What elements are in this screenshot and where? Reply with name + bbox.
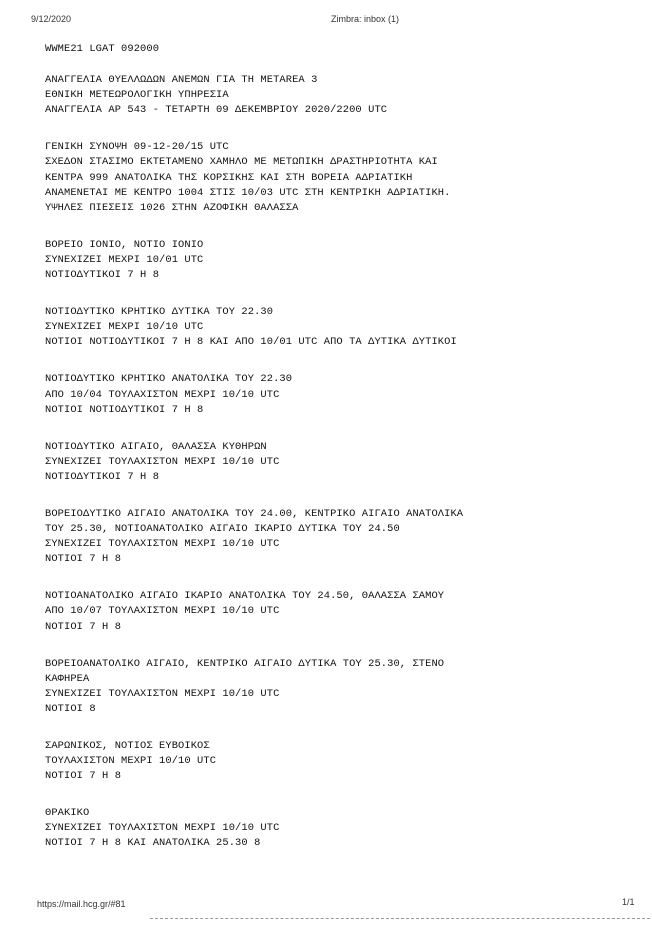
message-block xyxy=(45,440,625,485)
message-line: ΣΑΡΩΝΙΚΟΣ, ΝΟΤΙΟΣ ΕΥΒΟΙΚΟΣ xyxy=(45,740,210,752)
message-line: ΝΟΤΙΟΙ 7 Η 8 xyxy=(45,620,122,633)
message-line: ΝΟΤΙΟΔΥΤΙΚΟΙ 7 Η 8 xyxy=(45,269,160,282)
message-block xyxy=(45,305,625,350)
message-block xyxy=(45,806,625,851)
message-line: ΝΟΤΙΟΑΝΑΤΟΛΙΚΟ ΑΙΓΑΙΟ ΙΚΑΡΙΟ ΑΝΑΤΟΛΙΚΑ ΤΟΥ 24.50, ΘΑΛΑΣΣΑ ΣΑΜΟΥ xyxy=(45,590,445,603)
message-line: ΤΟΥΛΑΧΙΣΤΟΝ ΜΕΧΡΙ 10/10 UTC xyxy=(45,755,217,768)
message-block xyxy=(45,42,625,57)
message-block xyxy=(45,589,625,634)
page-number: 1/1 xyxy=(622,897,635,907)
message-line: ΝΟΤΙΟΔΥΤΙΚΟ ΚΡΗΤΙΚΟ ΔΥΤΙΚΑ ΤΟΥ 22.30 xyxy=(45,306,274,319)
message-block xyxy=(45,657,625,717)
message-block xyxy=(45,507,625,567)
message-line: ΝΟΤΙΟΔΥΤΙΚΟ ΑΙΓΑΙΟ, ΘΑΛΑΣΣΑ ΚΥΘΗΡΩΝ xyxy=(45,440,267,453)
message-line: ΣΥΝΕΧΙΖΕΙ ΜΕΧΡΙ 10/01 UTC xyxy=(45,253,204,266)
message-line: ΚΑΦΗΡΕΑ xyxy=(45,672,90,685)
message-block xyxy=(45,372,625,417)
message-block xyxy=(45,73,625,118)
print-url: https://mail.hcg.gr/#81 xyxy=(37,899,126,909)
message-line: ΒΟΡΕΙΟΔΥΤΙΚΟ ΑΙΓΑΙΟ ΑΝΑΤΟΛΙΚΑ ΤΟΥ 24.00, ΚΕΝΤΡΙΚΟ ΑΙΓΑΙΟ ΑΝΑΤΟΛΙΚΑ xyxy=(45,507,464,520)
message-block xyxy=(45,739,625,784)
message-line: ΝΟΤΙΟΙ 8 xyxy=(45,702,96,715)
message-line: ΤΟΥ 25.30, ΝΟΤΙΟΑΝΑΤΟΛΙΚΟ ΑΙΓΑΙΟ ΙΚΑΡΙΟ ΔΥΤΙΚΑ ΤΟΥ 24.50 xyxy=(45,523,400,536)
message-block xyxy=(45,238,625,283)
message-line: ΝΟΤΙΟΙ ΝΟΤΙΟΔΥΤΙΚΟΙ 7 Η 8 ΚΑΙ ΑΠΟ 10/01 UTC ΑΠΟ ΤΑ ΔΥΤΙΚΑ ΔΥΤΙΚΟΙ xyxy=(45,336,457,349)
message-line: WWME21 LGAT 092000 xyxy=(45,43,160,55)
warning-document-body xyxy=(45,42,625,874)
print-title: Zimbra: inbox (1) xyxy=(331,14,400,24)
message-line: ΣΥΝΕΧΙΖΕΙ ΜΕΧΡΙ 10/10 UTC xyxy=(45,321,204,334)
message-line: ΣΥΝΕΧΙΖΕΙ ΤΟΥΛΑΧΙΣΤΟΝ ΜΕΧΡΙ 10/10 UTC xyxy=(45,455,280,468)
message-line: ΝΟΤΙΟΔΥΤΙΚΟ ΚΡΗΤΙΚΟ ΑΝΑΤΟΛΙΚΑ ΤΟΥ 22.30 xyxy=(45,373,293,386)
message-line: ΑΠΟ 10/04 ΤΟΥΛΑΧΙΣΤΟΝ ΜΕΧΡΙ 10/10 UTC xyxy=(45,388,280,401)
message-line: ΝΟΤΙΟΙ ΝΟΤΙΟΔΥΤΙΚΟΙ 7 Η 8 xyxy=(45,403,204,416)
message-line: ΝΟΤΙΟΙ 7 Η 8 ΚΑΙ ΑΝΑΤΟΛΙΚΑ 25.30 8 xyxy=(45,837,261,850)
message-block xyxy=(45,140,625,215)
message-line: ΝΟΤΙΟΔΥΤΙΚΟΙ 7 Η 8 xyxy=(45,470,160,483)
scan-bottom-rule xyxy=(150,918,650,919)
message-line: ΚΕΝΤΡΑ 999 ΑΝΑΤΟΛΙΚΑ ΤΗΣ ΚΟΡΣΙΚΗΣ ΚΑΙ ΣΤΗ ΒΟΡΕΙΑ ΑΔΡΙΑΤΙΚΗ xyxy=(45,171,413,184)
print-date: 9/12/2020 xyxy=(31,14,72,24)
message-line: ΓΕΝΙΚΗ ΣΥΝΟΨΗ 09-12-20/15 UTC xyxy=(45,141,229,154)
message-line: ΣΥΝΕΧΙΖΕΙ ΤΟΥΛΑΧΙΣΤΟΝ ΜΕΧΡΙ 10/10 UTC xyxy=(45,822,280,835)
message-line: ΑΠΟ 10/07 ΤΟΥΛΑΧΙΣΤΟΝ ΜΕΧΡΙ 10/10 UTC xyxy=(45,605,280,618)
message-line: ΑΝΑΓΓΕΛΙΑ ΘΥΕΛΛΩΔΩΝ ΑΝΕΜΩΝ ΓΙΑ ΤΗ METAREA 3 xyxy=(45,74,318,87)
message-line: ΥΨΗΛΕΣ ΠΙΕΣΕΙΣ 1026 ΣΤΗΝ ΑΖΟΦΙΚΗ ΘΑΛΑΣΣΑ xyxy=(45,201,299,214)
message-line: ΑΝΑΓΓΕΛΙΑ ΑΡ 543 - ΤΕΤΑΡΤΗ 09 ΔΕΚΕΜΒΡΙΟΥ 2020/2200 UTC xyxy=(45,104,388,117)
message-line: ΒΟΡΕΙΟ ΙΟΝΙΟ, ΝΟΤΙΟ ΙΟΝΙΟ xyxy=(45,238,204,251)
message-line: ΝΟΤΙΟΙ 7 Η 8 xyxy=(45,553,122,566)
message-line: ΘΡΑΚΙΚΟ xyxy=(45,807,90,820)
message-line: ΣΥΝΕΧΙΖΕΙ ΤΟΥΛΑΧΙΣΤΟΝ ΜΕΧΡΙ 10/10 UTC xyxy=(45,538,280,551)
message-line: ΝΟΤΙΟΙ 7 Η 8 xyxy=(45,770,122,783)
message-line: ΣΧΕΔΟΝ ΣΤΑΣΙΜΟ ΕΚΤΕΤΑΜΕΝΟ ΧΑΜΗΛΟ ΜΕ ΜΕΤΩΠΙΚΗ ΔΡΑΣΤΗΡΙΟΤΗΤΑ ΚΑΙ xyxy=(45,156,438,169)
message-line: ΕΘΝΙΚΗ ΜΕΤΕΩΡΟΛΟΓΙΚΗ ΥΠΗΡΕΣΙΑ xyxy=(45,89,229,102)
message-line: ΑΝΑΜΕΝΕΤΑΙ ΜΕ ΚΕΝΤΡΟ 1004 ΣΤΙΣ 10/03 UTC ΣΤΗ ΚΕΝΤΡΙΚΗ ΑΔΡΙΑΤΙΚΗ. xyxy=(45,186,451,199)
message-line: ΒΟΡΕΙΟΑΝΑΤΟΛΙΚΟ ΑΙΓΑΙΟ, ΚΕΝΤΡΙΚΟ ΑΙΓΑΙΟ ΔΥΤΙΚΑ ΤΟΥ 25.30, ΣΤΕΝΟ xyxy=(45,657,445,670)
message-line: ΣΥΝΕΧΙΖΕΙ ΤΟΥΛΑΧΙΣΤΟΝ ΜΕΧΡΙ 10/10 UTC xyxy=(45,687,280,700)
